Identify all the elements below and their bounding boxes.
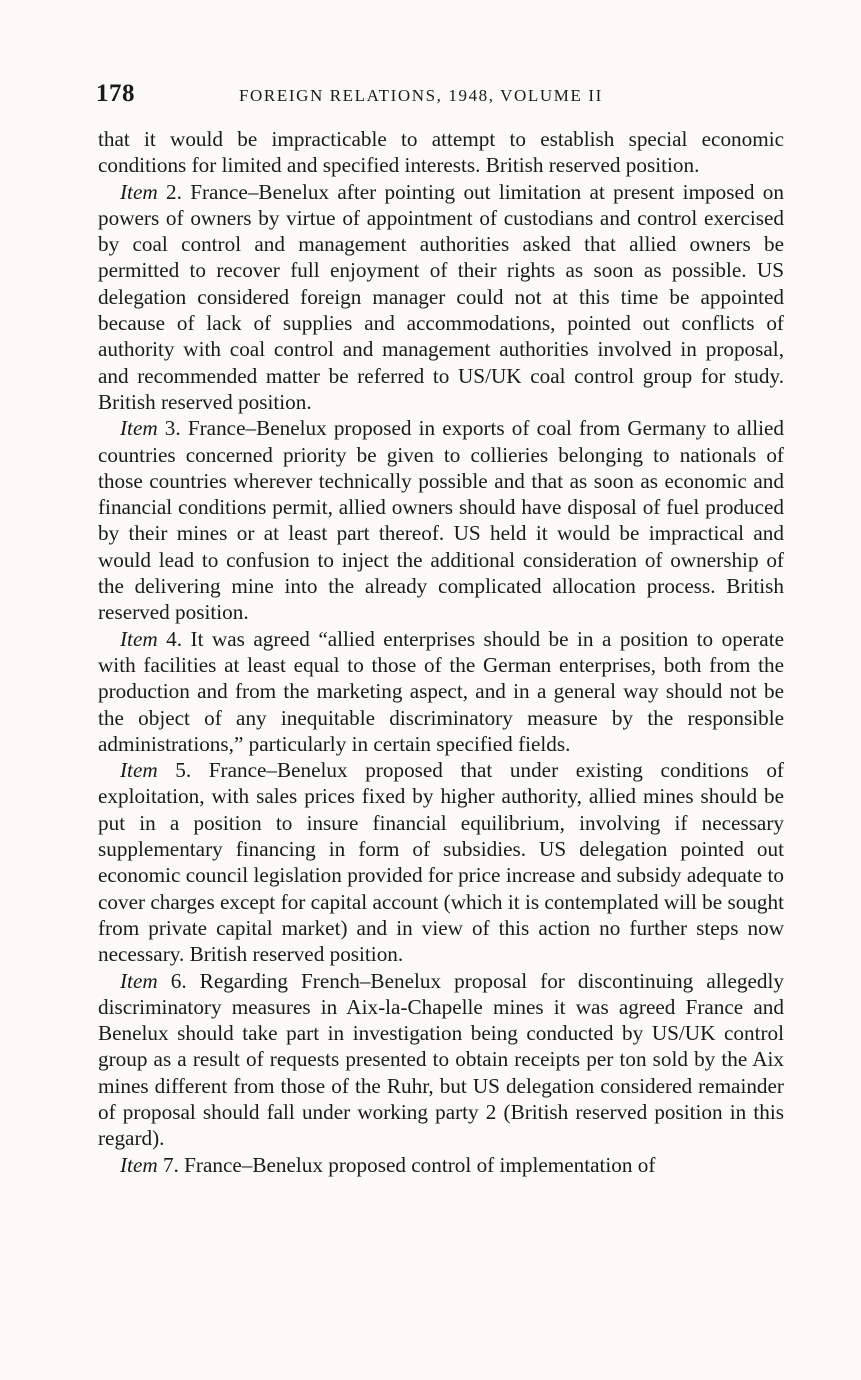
item-label: Item: [120, 179, 158, 204]
running-head: FOREIGN RELATIONS, 1948, VOLUME II: [239, 86, 603, 105]
paragraph-item-4: [98, 626, 784, 757]
item-label: Item: [120, 1152, 158, 1177]
page-number: 178: [96, 80, 135, 107]
paragraph-text: 2. France–Benelux after pointing out limitation at present imposed on powers of owners by virtue of appointment of custodians and control exercised by coal control and management authorities asked that allied owners be permitted to recover full enjoyment of their rights as soon as possible. US delegation considered foreign manager could not at this time be appointed because of lack of supplies and accommodations, pointed out conflicts of authority with coal control and management authorities involved in proposal, and recommended matter be referred to US/UK coal control group for study. British reserved position.: [98, 179, 784, 414]
paragraph-item-3: [98, 415, 784, 625]
paragraph-text: 3. France–Benelux proposed in exports of coal from Germany to allied countries concerned priority be given to collieries belonging to nationals of those countries wherever technically possible and that as soon as economic and financial conditions permit, allied owners should have disposal of fuel produced by their mines or at least part thereof. US held it would be impractical and would lead to confusion to inject the additional consideration of ownership of the delivering mine into the already complicated allocation process. British reserved position.: [98, 416, 784, 625]
item-label: Item: [120, 626, 158, 651]
paragraph-item-5: [98, 757, 784, 967]
paragraph-text: 7. France–Benelux proposed control of implementation of: [157, 1152, 656, 1177]
paragraph-continuation: [98, 126, 784, 179]
paragraph-item-2: [98, 179, 784, 416]
page-header: [96, 80, 786, 112]
item-label: Item: [120, 968, 158, 993]
body-text: [98, 126, 784, 1178]
paragraph-item-6: [98, 968, 784, 1152]
paragraph-text: that it would be impracticable to attempt to establish special economic conditions for limited and specified interests. British reserved position.: [98, 127, 784, 178]
paragraph-text: 4. It was agreed “allied enterprises should be in a position to operate with facilities at least equal to those of the German enterprises, both from the production and from the marketing aspect, and in a general way should not be the object of any inequitable discriminatory measure by the responsible administrations,” particularly in certain specified fields.: [98, 626, 784, 756]
item-label: Item: [120, 758, 158, 783]
paragraph-text: 5. France–Benelux proposed that under existing conditions of exploitation, with sales prices fixed by higher authority, allied mines should be put in a position to insure financial equilibrium, involving if necessary supplementary financing in form of subsidies. US delegation pointed out economic council legislation provided for price increase and subsidy adequate to cover charges except for capital account (which it is contemplated will be sought from private capital market) and in view of this action no further steps now necessary. British reserved position.: [98, 758, 784, 967]
paragraph-item-7: [98, 1152, 784, 1178]
item-label: Item: [120, 416, 158, 441]
paragraph-text: 6. Regarding French–Benelux proposal for discontinuing allegedly discriminatory measures in Aix-la-Chapelle mines it was agreed France and Benelux should take part in investigation being conducted by US/UK control group as a result of requests presented to obtain receipts per ton sold by the Aix mines different from those of the Ruhr, but US delegation considered remainder of proposal should fall under working party 2 (British reserved position in this regard).: [98, 968, 784, 1151]
